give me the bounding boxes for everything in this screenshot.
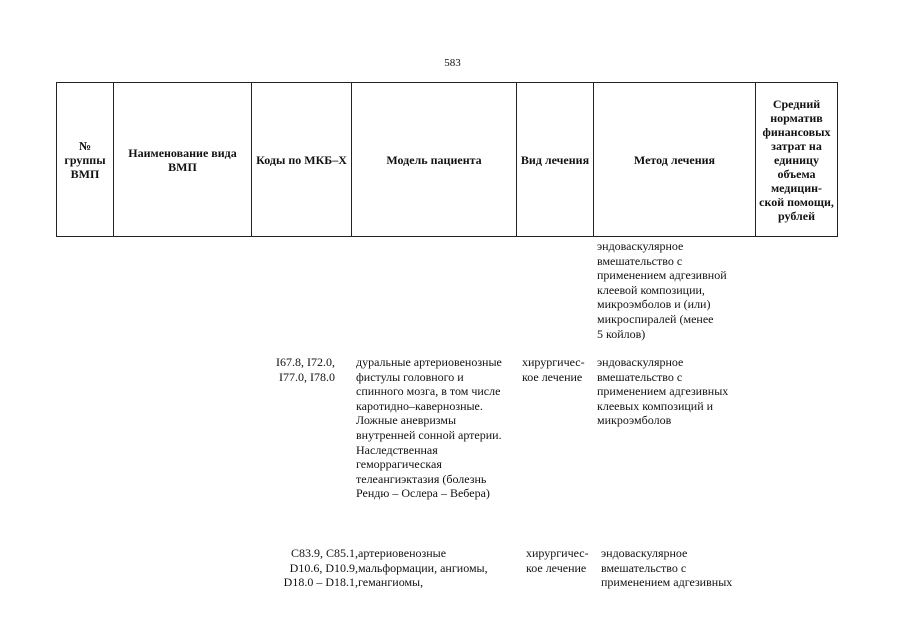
header-avg-cost: Средний норматив финансовых затрат на единицу объема медицин-ской помощи, рублей: [756, 83, 838, 237]
header-treatment-method: Метод лечения: [594, 83, 756, 237]
row-1-treatment-type: хирургичес- кое лечение: [522, 355, 585, 384]
row-2-codes: C83.9, C85.1, D10.6, D10.9, D18.0 – D18.1,: [283, 546, 358, 590]
row-2-method: эндоваскулярное вмешательство с применением адгезивных: [601, 546, 733, 590]
header-patient-model: Модель пациента: [352, 83, 517, 237]
header-hmc-type-name: Наименование вида ВМП: [114, 83, 252, 237]
row-1-method: эндоваскулярное вмешательство с применением адгезивных клеевых композиций и микроэмболов: [597, 355, 729, 428]
header-icd-codes: Коды по МКБ–X: [252, 83, 352, 237]
table-header: [56, 82, 838, 237]
row-1-patient-model: дуральные артериовенозные фистулы головного и спинного мозга, в том числе каротидно–кавернозные. Ложные аневризмы внутренней сонной артерии. Наследственная геморрагическая телеангиэктазия (болезнь Рендю – Ослера – Вебера): [356, 355, 502, 501]
header-treatment-type: Вид лечения: [517, 83, 594, 237]
row-1-codes: I67.8, I72.0, I77.0, I78.0: [276, 355, 335, 384]
row-2-treatment-type: хирургичес- кое лечение: [526, 546, 589, 575]
row-0-method: эндоваскулярное вмешательство с применением адгезивной клеевой композиции, микроэмболов и (или) микроспиралей (менее 5 койлов): [597, 239, 727, 341]
page-number: 583: [444, 57, 461, 69]
header-group-number: № группы ВМП: [57, 83, 114, 237]
row-2-patient-model: артериовенозные мальформации, ангиомы, гемангиомы,: [358, 546, 488, 590]
